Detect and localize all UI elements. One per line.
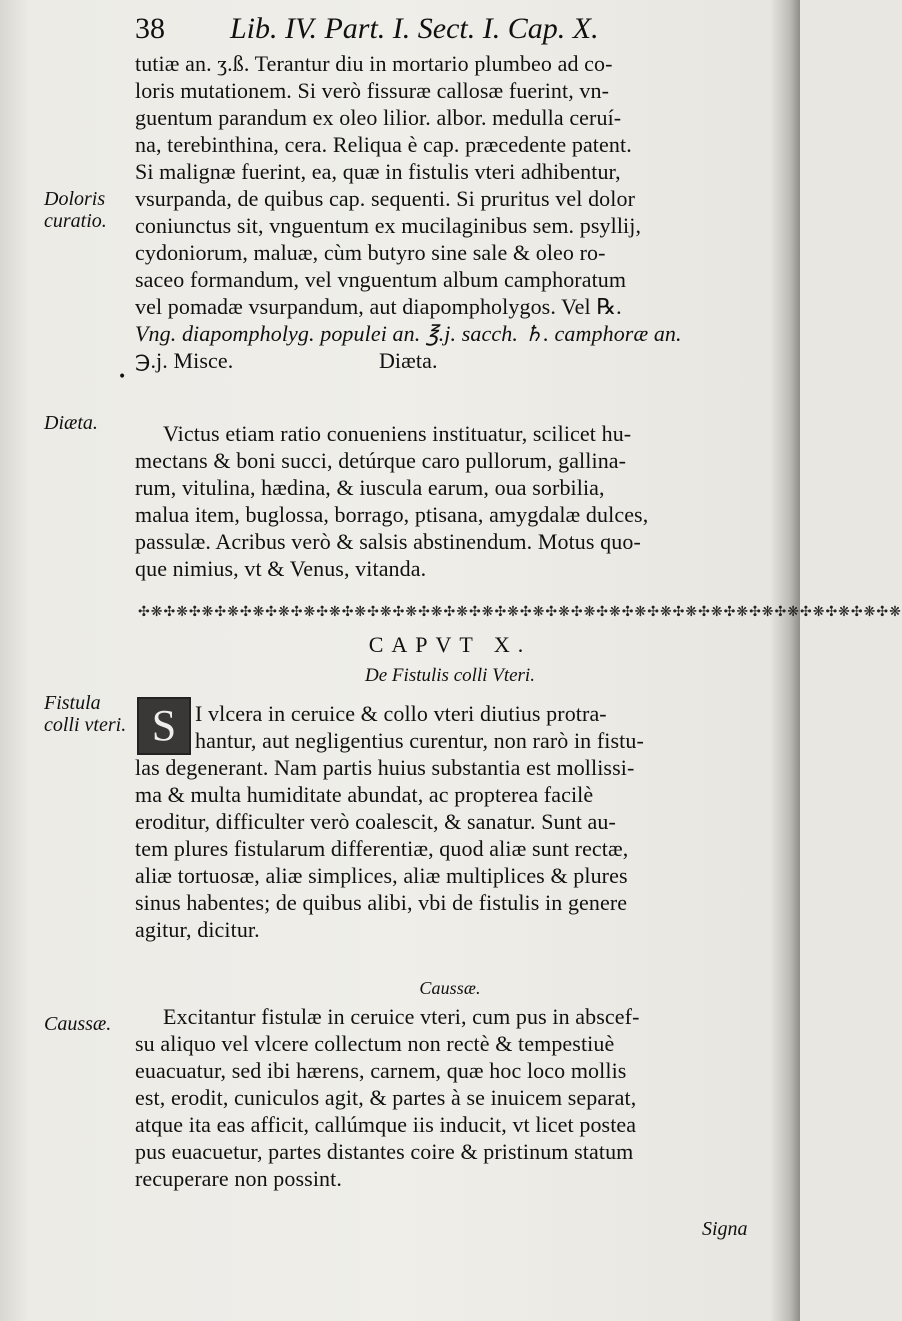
text-line: Victus etiam ratio conueniens instituatur, scilicet hu-: [163, 421, 632, 446]
text-line: na, terebinthina, cera. Reliqua è cap. præcedente patent.: [135, 132, 632, 157]
chapter-title: CAPVT X.: [368, 632, 532, 657]
text-line: recuperare non possint.: [135, 1166, 342, 1191]
text-block-top: [135, 50, 765, 374]
text-line: vel pomadæ vsurpandum, aut diapompholygos. Vel ℞.: [135, 294, 622, 319]
text-line: hantur, aut negligentius curentur, non rarò in fistu-: [195, 728, 644, 753]
text-line: guentum parandum ex oleo lilior. albor. medulla ceruí-: [135, 105, 622, 130]
page-number: 38: [135, 12, 165, 45]
text-line: aliæ tortuosæ, aliæ simplices, aliæ multiplices & plures: [135, 863, 628, 888]
catchword: Signa: [702, 1218, 748, 1240]
text-line: vsurpanda, de quibus cap. sequenti. Si pruritus vel dolor: [135, 186, 636, 211]
text-block-diaeta: [135, 420, 765, 582]
margin-note-fistula: Fistula colli vteri.: [44, 692, 127, 736]
text-line: las degenerant. Nam partis huius substantia est mollissi-: [135, 755, 635, 780]
text-line: loris mutationem. Si verò fissuræ callosæ fuerint, vn-: [135, 78, 610, 103]
text-line: est, erodit, cuniculos agit, & partes à se inuicem separat,: [135, 1085, 637, 1110]
text-line: passulæ. Acribus verò & salsis abstinendum. Motus quo-: [135, 529, 641, 554]
text-line: Si malignæ fuerint, ea, quæ in fistulis vteri adhibentur,: [135, 159, 621, 184]
text-line: malua item, buglossa, borrago, ptisana, amygdalæ dulces,: [135, 502, 649, 527]
text-line: que nimius, vt & Venus, vitanda.: [135, 556, 427, 581]
drop-cap: S: [137, 697, 191, 755]
text-line: cydoniorum, maluæ, cùm butyro sine sale & oleo ro-: [135, 240, 606, 265]
text-block-caussae: [135, 1003, 765, 1192]
running-title: Lib. IV. Part. I. Sect. I. Cap. X.: [230, 12, 599, 45]
ornamental-rule: ✣❋✣❋✣❋✣❋✣❋✣❋✣❋✣❋✣❋✣❋✣❋✣❋✣❋✣❋✣❋✣❋✣❋✣❋✣❋✣❋✣❋✣❋✣❋✣❋✣❋✣❋✣❋✣❋✣❋✣❋: [138, 604, 902, 620]
text-line: Excitantur fistulæ in ceruice vteri, cum pus in abscef-: [163, 1004, 640, 1029]
text-line: tutiæ an. ʒ.ß. Terantur diu in mortario plumbeo ad co-: [135, 51, 613, 76]
margin-note-caussae: Caussæ.: [44, 1013, 112, 1035]
text-line: atque ita eas afficit, callúmque iis inducit, vt licet postea: [135, 1112, 637, 1137]
margin-note-doloris: Doloris curatio.: [44, 188, 107, 232]
bullet-mark: •: [118, 369, 127, 385]
margin-note-diaeta: Diæta.: [44, 412, 98, 434]
text-line: euacuatur, sed ibi hærens, carnem, quæ hoc loco mollis: [135, 1058, 627, 1083]
text-line: agitur, dicitur.: [135, 917, 260, 942]
text-line: Vng. diapompholyg. populei an. ℥.j. sacch. ♄. camphoræ an.: [135, 321, 682, 346]
text-line: mectans & boni succi, detúrque caro pullorum, gallina-: [135, 448, 627, 473]
text-line: ℈.j. Misce. Diæta.: [135, 348, 438, 373]
chapter-subtitle: De Fistulis colli Vteri.: [365, 665, 535, 686]
text-line: eroditur, difficulter verò coalescit, & sanatur. Sunt au-: [135, 809, 616, 834]
section-heading-caussae: Caussæ.: [419, 978, 481, 998]
text-block-fistula: [135, 700, 765, 943]
text-line: coniunctus sit, vnguentum ex mucilaginibus sem. psyllij,: [135, 213, 642, 238]
text-line: pus euacuetur, partes distantes coire & pristinum statum: [135, 1139, 634, 1164]
text-line: tem plures fistularum differentiæ, quod aliæ sunt rectæ,: [135, 836, 629, 861]
text-line: saceo formandum, vel vnguentum album camphoratum: [135, 267, 627, 292]
text-line: sinus habentes; de quibus alibi, vbi de fistulis in genere: [135, 890, 628, 915]
running-header: [135, 12, 755, 48]
text-line: ma & multa humiditate abundat, ac propterea facilè: [135, 782, 594, 807]
text-line: I vlcera in ceruice & collo vteri diutius protra-: [195, 701, 607, 726]
text-line: su aliquo vel vlcere collectum non rectè & tempestiuè: [135, 1031, 615, 1056]
text-line: rum, vitulina, hædina, & iuscula earum, oua sorbilia,: [135, 475, 605, 500]
